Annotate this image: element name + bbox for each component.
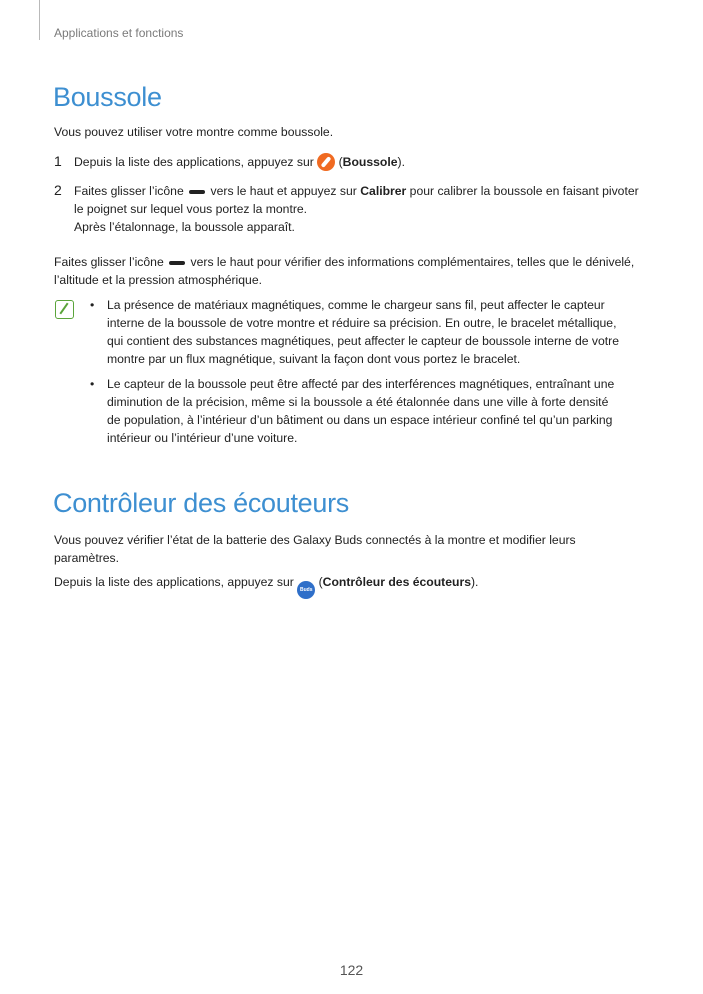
note-text: qui contient des substances magnétiques, peut affecter le capteur de boussole interne de votre bbox=[107, 334, 619, 348]
buds-app-icon: Buds bbox=[297, 581, 315, 599]
step-text: ( bbox=[335, 155, 343, 169]
paragraph-text: l’altitude et la pression atmosphérique. bbox=[54, 273, 262, 287]
note-pencil-icon bbox=[55, 300, 74, 319]
paragraph-text: paramètres. bbox=[54, 551, 120, 565]
app-name-controleur: Contrôleur des écouteurs bbox=[322, 575, 471, 589]
paragraph-text: Depuis la liste des applications, appuyez sur bbox=[54, 575, 298, 589]
swipe-handle-icon bbox=[169, 261, 185, 265]
info-paragraph bbox=[54, 253, 634, 289]
step-text: Après l’étalonnage, la boussole apparaît. bbox=[74, 220, 295, 234]
note-text: Le capteur de la boussole peut être affecté par des interférences magnétiques, entraînant une bbox=[107, 377, 615, 391]
controleur-instruction bbox=[54, 573, 478, 599]
app-name-boussole: Boussole bbox=[342, 155, 398, 169]
step-number: 2 bbox=[54, 182, 62, 198]
step-number: 1 bbox=[54, 153, 62, 169]
step-text: ). bbox=[397, 155, 405, 169]
section-title-boussole: Boussole bbox=[53, 82, 162, 112]
calibrer-label: Calibrer bbox=[360, 184, 407, 198]
step-text: vers le haut et appuyez sur bbox=[207, 184, 361, 198]
paragraph-text: vers le haut pour vérifier des informations complémentaires, telles que le dénivelé, bbox=[187, 255, 635, 269]
boussole-intro: Vous pouvez utiliser votre montre comme boussole. bbox=[54, 125, 334, 139]
note-text: La présence de matériaux magnétiques, comme le chargeur sans fil, peut affecter le capteur bbox=[107, 298, 605, 312]
paragraph-text: Vous pouvez vérifier l’état de la batterie des Galaxy Buds connectés à la montre et modifier leurs bbox=[54, 533, 576, 547]
margin-rule bbox=[39, 0, 40, 40]
swipe-handle-icon bbox=[189, 190, 205, 194]
paragraph-text: ( bbox=[315, 575, 323, 589]
bullet-dot: • bbox=[90, 377, 95, 391]
step-text: Depuis la liste des applications, appuyez sur bbox=[74, 155, 318, 169]
note-text: interne de la boussole de votre montre et réduire sa précision. En outre, le bracelet métallique, bbox=[107, 316, 617, 330]
page-number: 122 bbox=[339, 962, 364, 978]
step-text: Faites glisser l’icône bbox=[74, 184, 188, 198]
compass-app-icon bbox=[317, 153, 335, 171]
bullet-dot: • bbox=[90, 298, 95, 312]
step-text: pour calibrer la boussole en faisant pivoter bbox=[406, 184, 639, 198]
paragraph-text: Faites glisser l’icône bbox=[54, 255, 168, 269]
note-text: diminution de la précision, même si la boussole a été étalonnée dans une ville à forte densité bbox=[107, 395, 609, 409]
note-text: intérieur ou l’intérieur d’une voiture. bbox=[107, 431, 298, 445]
controleur-description bbox=[54, 531, 576, 567]
section-title-controleur: Contrôleur des écouteurs bbox=[53, 488, 349, 518]
note-text: montre par un flux magnétique, suivant la façon dont vous portez le bracelet. bbox=[107, 352, 521, 366]
paragraph-text: ). bbox=[470, 575, 479, 589]
note-text: de population, à l’intérieur d’un bâtiment ou dans un espace intérieur confiné tel qu’un parking bbox=[107, 413, 613, 427]
step-text: le poignet sur lequel vous portez la montre. bbox=[74, 202, 308, 216]
breadcrumb: Applications et fonctions bbox=[54, 26, 184, 40]
